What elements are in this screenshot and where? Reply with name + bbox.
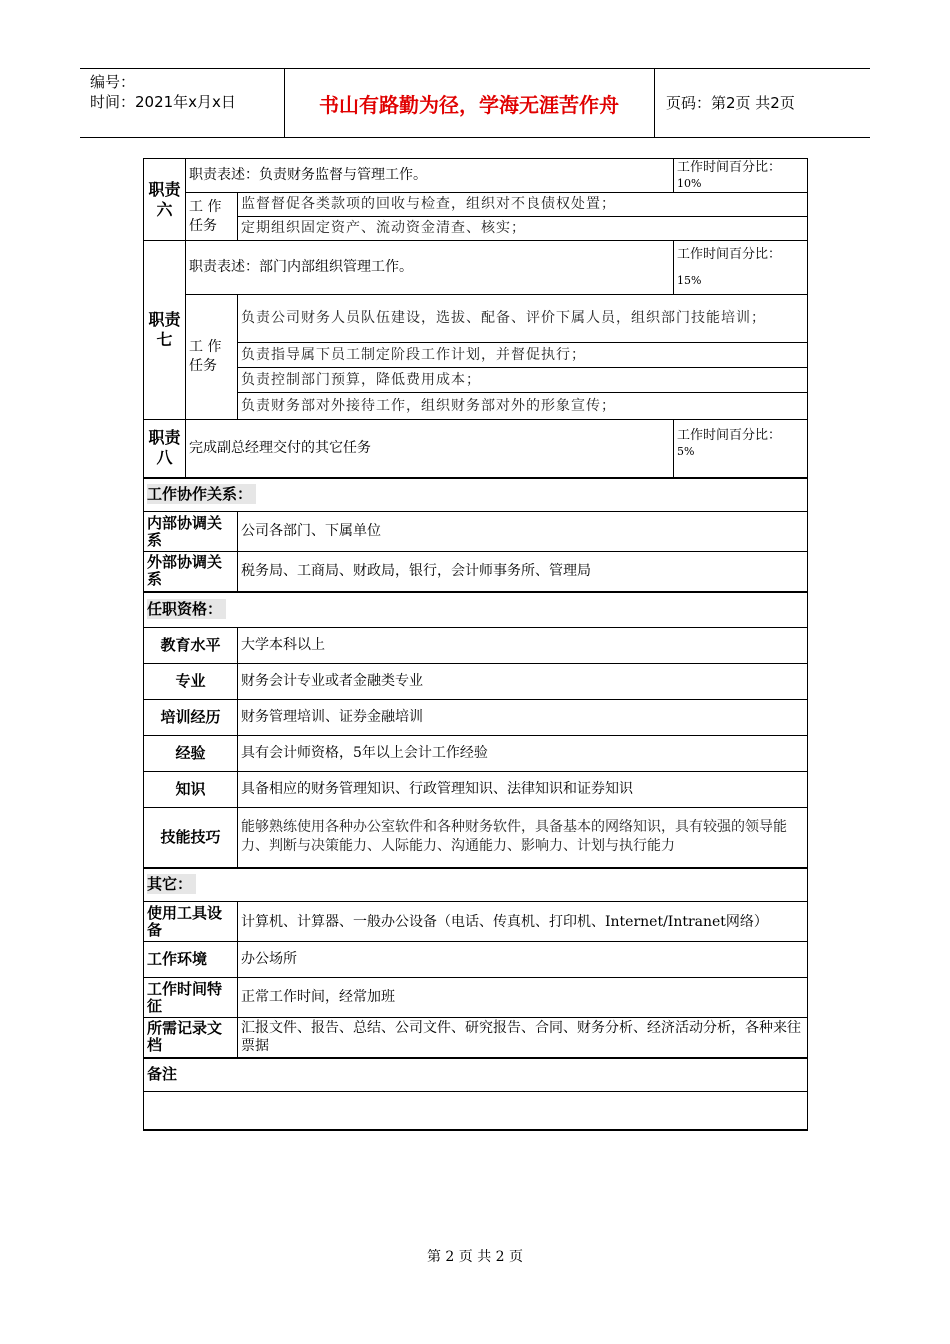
other-label: 工作时间特征: [144, 978, 238, 1018]
header-meta: [80, 69, 285, 137]
duty6-task-label: 工 作任务: [186, 193, 238, 241]
duty8-pct-label: 工作时间百分比：: [677, 428, 782, 443]
cooperation-section-title: [144, 478, 808, 512]
duty8-pct-value: 5%: [677, 445, 695, 458]
qualification-value: 财务会计专业或者金融类专业: [238, 664, 808, 700]
page-header: [80, 68, 870, 138]
duty8-title: 职责八: [144, 420, 186, 478]
duty6-pct-label: 工作时间百分比：: [677, 160, 782, 175]
duty7-percent: [674, 241, 808, 295]
duty8-description: 完成副总经理交付的其它任务: [186, 420, 674, 478]
qualification-label: 专业: [144, 664, 238, 700]
other-label: 工作环境: [144, 942, 238, 978]
duty6-title: 职责六: [144, 159, 186, 241]
number-label: 编号：: [90, 73, 136, 91]
duty7-task-4: 负责财务部对外接待工作，组织财务部对外的形象宣传；: [238, 393, 808, 420]
duty7-pct-value: 15%: [677, 274, 702, 287]
duty7-description: 职责表述：部门内部组织管理工作。: [186, 241, 674, 295]
duty7-pct-label: 工作时间百分比：: [677, 247, 782, 262]
qualification-label: 培训经历: [144, 700, 238, 736]
qualification-value: 具备相应的财务管理知识、行政管理知识、法律知识和证券知识: [238, 772, 808, 808]
job-description-table: [143, 158, 808, 1131]
qualification-value: 大学本科以上: [238, 628, 808, 664]
qualification-label: 经验: [144, 736, 238, 772]
page-label: 页码：第2页 共2页: [666, 94, 795, 112]
duty6-pct-value: 10%: [677, 177, 702, 190]
internal-coordination-label: 内部协调关系: [144, 512, 238, 552]
remarks-section-title: 备注: [144, 1058, 808, 1092]
other-label: 所需记录文档: [144, 1018, 238, 1058]
duty6-percent: [674, 159, 808, 193]
other-value: 计算机、计算器、一般办公设备（电话、传真机、打印机、Internet/Intranet网络）: [238, 902, 808, 942]
qualification-value: 能够熟练使用各种办公室软件和各种财务软件，具备基本的网络知识，具有较强的领导能力、判断与决策能力、人际能力、沟通能力、影响力、计划与执行能力: [238, 808, 808, 868]
duty7-task-label: 工 作任务: [186, 295, 238, 420]
qualification-section-title: [144, 592, 808, 628]
qualification-value: 财务管理培训、证券金融培训: [238, 700, 808, 736]
motto: 书山有路勤为径，学海无涯苦作舟: [284, 69, 655, 137]
other-label: 使用工具设备: [144, 902, 238, 942]
qualification-label: 技能技巧: [144, 808, 238, 868]
other-section-label: 其它：: [147, 874, 196, 894]
duty7-task-1: 负责公司财务人员队伍建设，选拔、配备、评价下属人员，组织部门技能培训；: [238, 295, 808, 343]
qualification-section-label: 任职资格：: [147, 599, 226, 619]
duty7-task-3: 负责控制部门预算，降低费用成本；: [238, 368, 808, 393]
duty6-task-2: 定期组织固定资产、流动资金清查、核实；: [238, 217, 808, 241]
qualification-label: 教育水平: [144, 628, 238, 664]
duty7-task-2: 负责指导属下员工制定阶段工作计划，并督促执行；: [238, 343, 808, 368]
other-value: 正常工作时间，经常加班: [238, 978, 808, 1018]
other-value: 汇报文件、报告、总结、公司文件、研究报告、合同、财务分析、经济活动分析，各种来往票据: [238, 1018, 808, 1058]
cooperation-section-label: 工作协作关系：: [147, 484, 256, 504]
other-section-title: [144, 868, 808, 902]
duty6-task-1: 监督督促各类款项的回收与检查，组织对不良债权处置；: [238, 193, 808, 217]
external-coordination-value: 税务局、工商局、财政局，银行，会计师事务所、管理局: [238, 552, 808, 592]
other-value: 办公场所: [238, 942, 808, 978]
duty6-description: 职责表述：负责财务监督与管理工作。: [186, 159, 674, 193]
qualification-label: 知识: [144, 772, 238, 808]
time-label: 时间：2021年x月x日: [90, 93, 236, 111]
duty8-percent: [674, 420, 808, 478]
external-coordination-label: 外部协调关系: [144, 552, 238, 592]
remarks-value: [144, 1092, 808, 1130]
page-footer: 第 2 页 共 2 页: [426, 1249, 524, 1265]
qualification-value: 具有会计师资格，5年以上会计工作经验: [238, 736, 808, 772]
duty7-title: 职责七: [144, 241, 186, 420]
internal-coordination-value: 公司各部门、下属单位: [238, 512, 808, 552]
